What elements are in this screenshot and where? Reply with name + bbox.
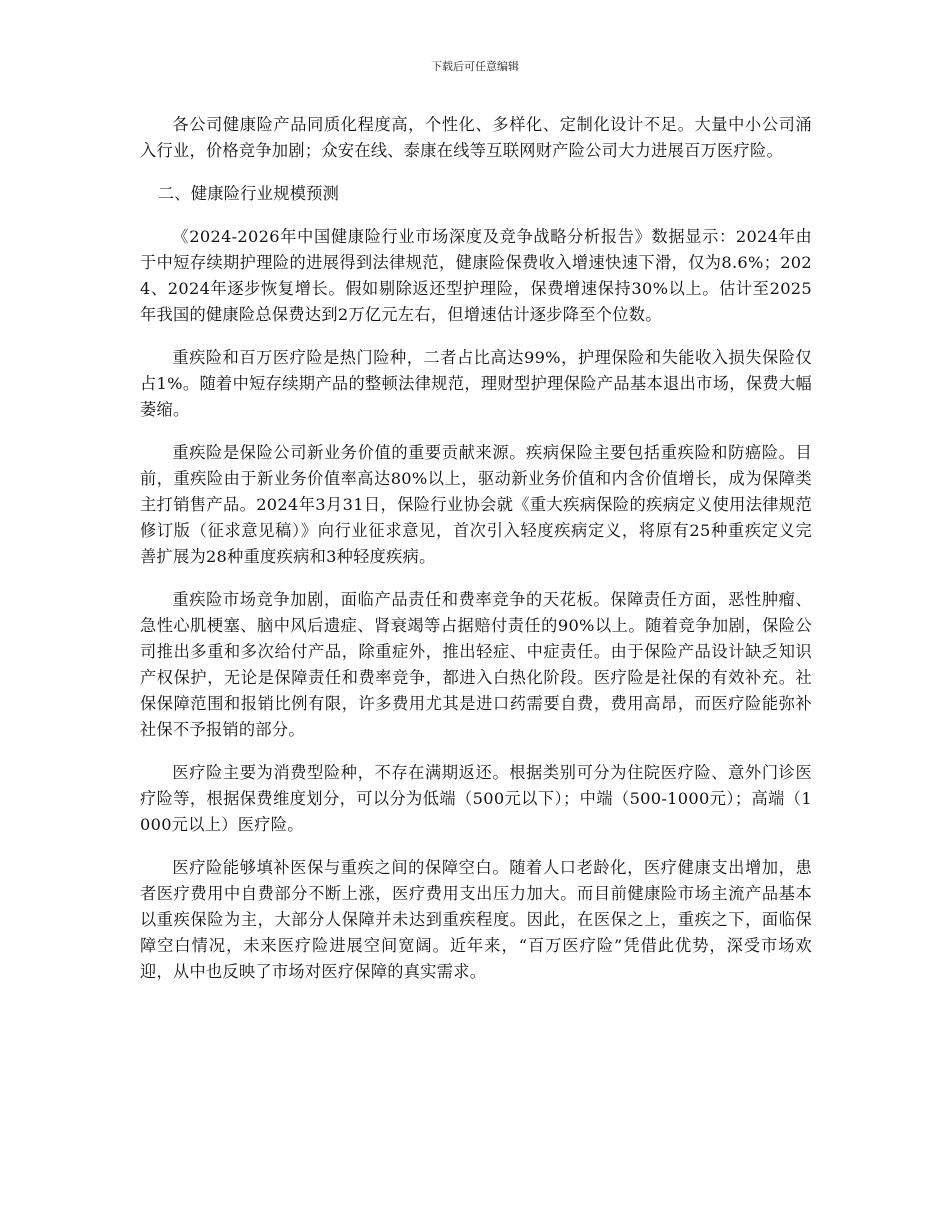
paragraph-critical-illness-competition: 重疾险市场竞争加剧，面临产品责任和费率竞争的天花板。保障责任方面，恶性肿瘤、急性心肌梗塞、脑中风后遗症、肾衰竭等占据赔付责任的90%以上。随着竞争加剧，保险公司推出多重和多次给付产品，除重症外，推出轻症、中症责任。由于保险产品设计缺乏知识产权保护，无论是保障责任和费率竞争，都进入白热化阶段。医疗险是社保的有效补充。社保保障范围和报销比例有限，许多费用尤其是进口药需要自费，费用高昂，而医疗险能弥补社保不予报销的部分。 (140, 590, 812, 739)
document-body (140, 112, 812, 1002)
section-heading-scale-forecast: 二、健康险行业规模预测 (157, 184, 340, 203)
paragraph-critical-illness-value: 重疾险是保险公司新业务价值的重要贡献来源。疾病保险主要包括重疾险和防癌险。目前，重疾险由于新业务价值率高达80%以上，驱动新业务价值和内含价值增长，成为保障类主打销售产品。2024年3月31日，保险行业协会就《重大疾病保险的疾病定义使用法律规范修订版（征求意见稿）》向行业征求意见，首次引入轻度疾病定义，将原有25种重疾定义完善扩展为28种重度疾病和3种轻度疾病。 (140, 443, 812, 566)
page-header: 下载后可任意编辑 (431, 60, 519, 73)
paragraph-hot-products: 重疾险和百万医疗险是热门险种，二者占比高达99%，护理保险和失能收入损失保险仅占1%。随着中短存续期产品的整顿法律规范，理财型护理保险产品基本退出市场，保费大幅萎缩。 (140, 348, 812, 419)
paragraph-medical-insurance-types: 医疗险主要为消费型险种，不存在满期返还。根据类别可分为住院医疗险、意外门诊医疗险等，根据保费维度划分，可以分为低端（500元以下）；中端（500-1000元）；高端（1000元以上）医疗险。 (140, 763, 812, 834)
paragraph-report-data: 《2024-2026年中国健康险行业市场深度及竞争战略分析报告》数据显示：2024年由于中短存续期护理险的进展得到法律规范，健康险保费收入增速快速下滑，仅为8.6%；2024、2024年逐步恢复增长。假如剔除返还型护理险，保费增速保持30%以上。估计至2025年我国的健康险总保费达到2万亿元左右，但增速估计逐步降至个位数。 (140, 227, 812, 324)
paragraph-medical-insurance-gap: 医疗险能够填补医保与重疾之间的保障空白。随着人口老龄化，医疗健康支出增加，患者医疗费用中自费部分不断上涨，医疗费用支出压力加大。而目前健康险市场主流产品基本以重疾保险为主，大部分人保障并未达到重疾程度。因此，在医保之上，重疾之下，面临保障空白情况，未来医疗险进展空间宽阔。近年来，“百万医疗险”凭借此优势，深受市场欢迎，从中也反映了市场对医疗保障的真实需求。 (140, 858, 812, 981)
paragraph-product-homogeneity: 各公司健康险产品同质化程度高，个性化、多样化、定制化设计不足。大量中小公司涌入行业，价格竞争加剧；众安在线、泰康在线等互联网财产险公司大力进展百万医疗险。 (140, 115, 812, 160)
